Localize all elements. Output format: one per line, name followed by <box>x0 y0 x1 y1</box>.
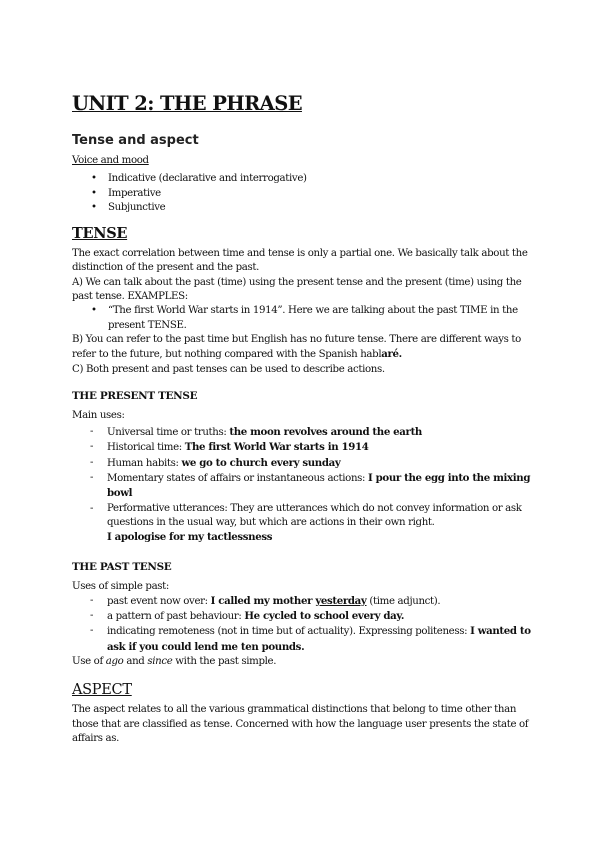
use-end: . <box>301 640 305 653</box>
use-example: The first World War starts in 1914 <box>184 441 369 454</box>
use-end: . <box>400 610 405 623</box>
list-item: • Indicative (declarative and interrogative) <box>108 172 532 186</box>
note-text: Use of <box>72 656 106 668</box>
point-b-end: . <box>398 348 402 361</box>
use-text: Human habits: <box>107 457 182 469</box>
voice-mood-label: Voice and mood <box>72 155 149 166</box>
use-end: (time adjunct). <box>366 595 441 607</box>
present-uses-list <box>72 425 532 545</box>
tense-point-c: C) Both present and past tenses can be used to describe actions. <box>72 363 385 375</box>
point-b-bold: aré <box>381 348 399 361</box>
present-tense-heading: THE PRESENT TENSE <box>72 389 198 402</box>
list-item: • Subjunctive <box>108 201 532 215</box>
list-item <box>107 594 532 609</box>
tense-point-b <box>72 333 532 363</box>
point-b-text: B) You can refer to the past time but English has no future tense. There are different ways to refer to the future, but nothing compared with the Spanish habl <box>72 333 521 361</box>
document-page <box>72 92 532 746</box>
list-item <box>107 624 532 655</box>
subtitle: Tense and aspect <box>72 133 199 148</box>
aspect-text: The aspect relates to all the various grammatical distinctions that belong to time other than those that are classified as tense. Concerned with how the language user presents the state of affairs as. <box>72 704 529 744</box>
list-item <box>107 502 532 546</box>
list-item: • Imperative <box>108 187 532 201</box>
aspect-heading: ASPECT <box>72 682 132 699</box>
use-example: I apologise for my tactlessness <box>107 531 273 544</box>
use-underline: yesterday <box>315 594 367 607</box>
use-example: we go to church every sunday <box>181 456 341 469</box>
note-text: and <box>123 656 148 668</box>
use-example: I pour the egg into the mixing bowl <box>107 472 531 500</box>
past-tense-heading: THE PAST TENSE <box>72 560 172 573</box>
note-ago: ago <box>105 656 124 668</box>
use-example: He cycled to school every day <box>244 610 401 623</box>
mood-list <box>72 172 532 215</box>
tense-point-a: A) We can talk about the past (time) using the present tense and the present (time) using the past tense. EXAMPLES: <box>72 276 522 303</box>
use-text: Performative utterances: They are utterances which do not convey information or ask questions in the usual way, but which are actions in their own right. <box>107 502 522 528</box>
use-example: I wanted to ask if you could lend me ten pounds <box>107 625 531 653</box>
tense-heading: TENSE <box>72 225 128 243</box>
ago-since-note <box>72 655 532 669</box>
use-text: a pattern of past behaviour: <box>107 611 245 623</box>
list-item <box>107 440 532 455</box>
use-text: past event now over: <box>107 595 211 607</box>
list-item <box>107 425 532 440</box>
use-example: I called my mother <box>210 594 316 607</box>
use-example: the moon revolves around the earth <box>229 426 422 439</box>
use-text: Historical time: <box>107 442 185 454</box>
list-item <box>107 471 532 502</box>
main-uses-label: Main uses: <box>72 409 125 421</box>
page-title: UNIT 2: THE PHRASE <box>72 92 302 115</box>
use-text: Momentary states of affairs or instantaneous actions: <box>107 473 369 485</box>
note-text: with the past simple. <box>172 656 277 668</box>
list-item <box>107 456 532 471</box>
use-text: indicating remoteness (not in time but of actuality). Expressing politeness: <box>107 626 471 638</box>
past-uses-list <box>72 594 532 655</box>
note-since: since <box>147 656 173 668</box>
past-uses-label: Uses of simple past: <box>72 580 169 592</box>
use-text: Universal time or truths: <box>107 427 230 439</box>
tense-intro: The exact correlation between time and tense is only a partial one. We basically talk about the distinction of the present and the past. <box>72 248 528 274</box>
list-item: • “The first World War starts in 1914”. Here we are talking about the past TIME in the present TENSE. <box>108 304 532 333</box>
tense-example-list <box>72 304 532 333</box>
list-item <box>107 609 532 624</box>
